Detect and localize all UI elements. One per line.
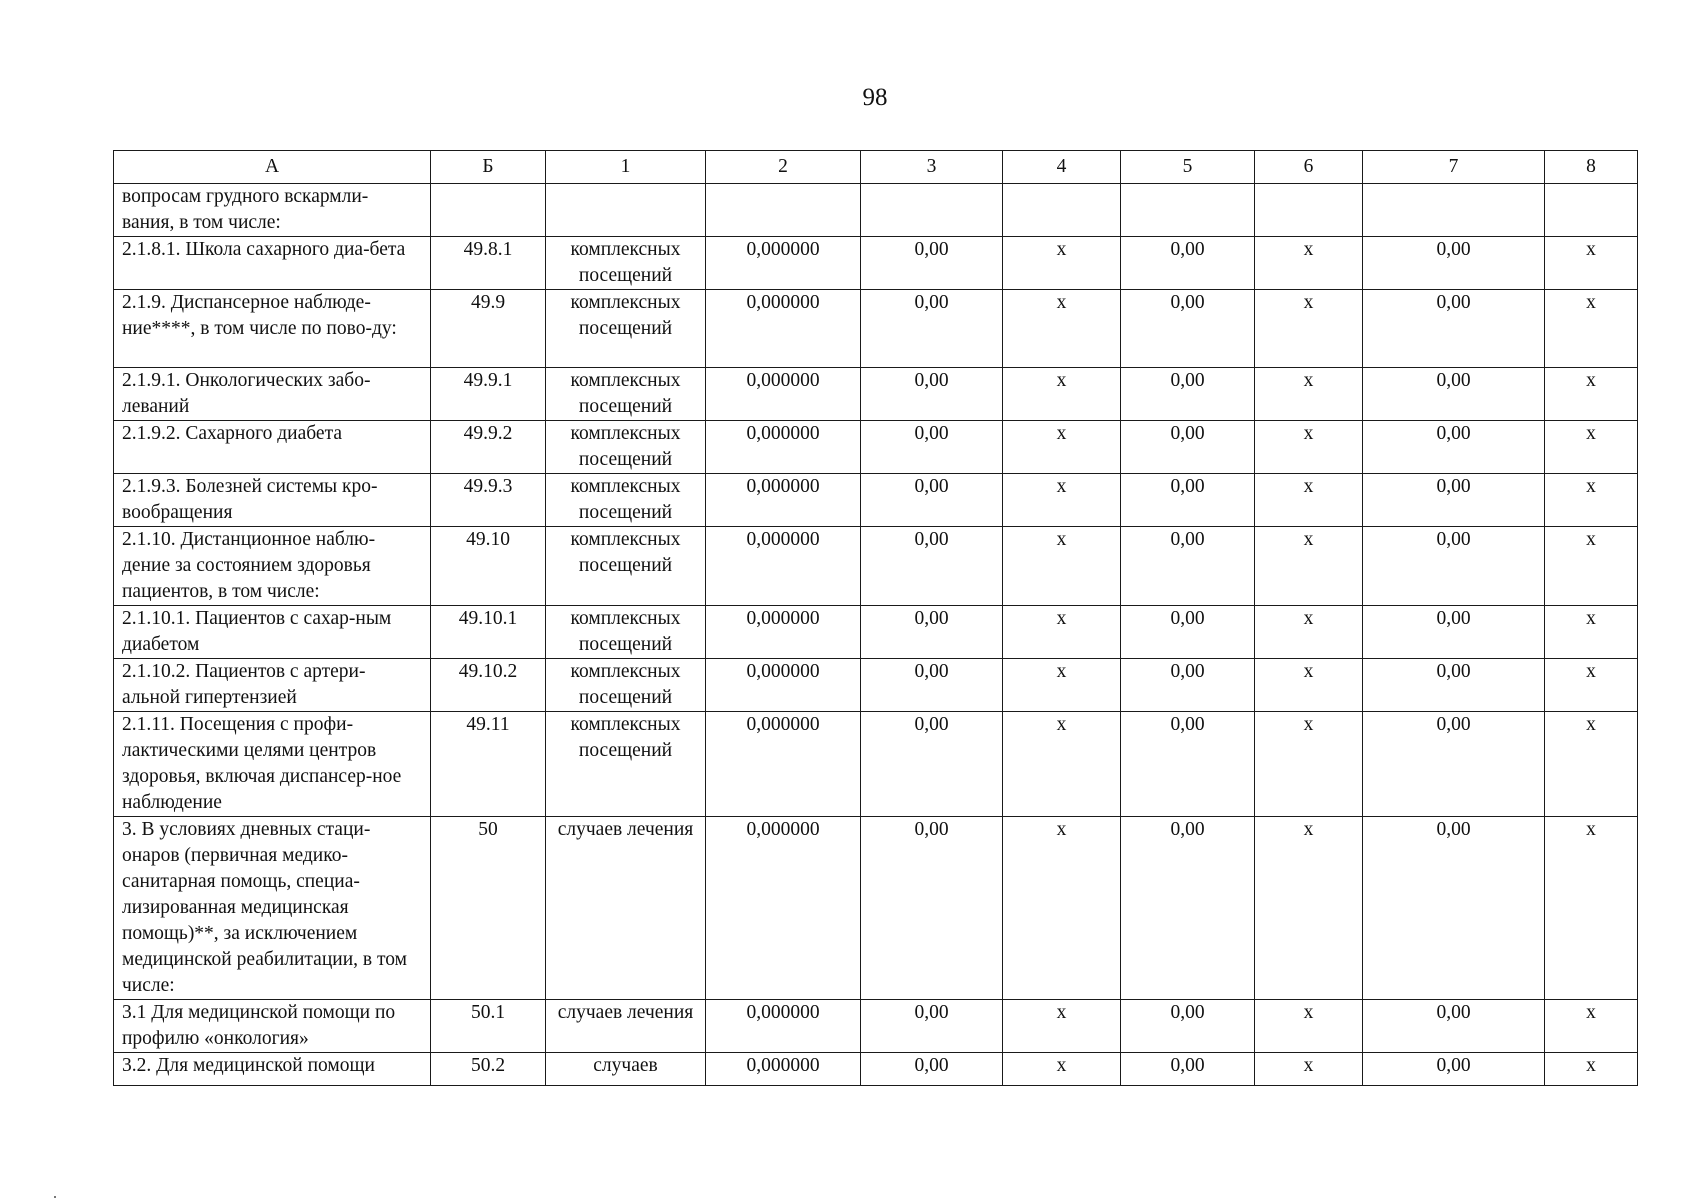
row-col5-cell: 0,00 (1121, 659, 1255, 712)
row-col4-cell: х (1003, 659, 1121, 712)
row-code-cell: 49.10.2 (431, 659, 546, 712)
column-header: 5 (1121, 151, 1255, 184)
row-unit-cell: комплексных посещений (546, 290, 706, 368)
row-code-cell: 49.9 (431, 290, 546, 368)
row-col3-cell: 0,00 (861, 421, 1003, 474)
row-code-cell: 49.9.3 (431, 474, 546, 527)
row-col3-cell (861, 184, 1003, 237)
row-col7-cell: 0,00 (1363, 527, 1545, 606)
column-header: Б (431, 151, 546, 184)
row-col6-cell: х (1255, 712, 1363, 817)
row-col6-cell: х (1255, 527, 1363, 606)
column-header: 2 (706, 151, 861, 184)
row-col3-cell: 0,00 (861, 474, 1003, 527)
row-col6-cell: х (1255, 659, 1363, 712)
table-row (114, 237, 1638, 290)
row-col6-cell: х (1255, 290, 1363, 368)
row-col8-cell (1545, 184, 1638, 237)
row-col3-cell: 0,00 (861, 659, 1003, 712)
row-col5-cell (1121, 184, 1255, 237)
table-body (114, 184, 1638, 1086)
row-col2-cell: 0,000000 (706, 237, 861, 290)
row-code-cell: 50.1 (431, 1000, 546, 1053)
row-col8-cell: х (1545, 712, 1638, 817)
row-col7-cell (1363, 184, 1545, 237)
row-col7-cell: 0,00 (1363, 1053, 1545, 1086)
row-col5-cell: 0,00 (1121, 474, 1255, 527)
row-col5-cell: 0,00 (1121, 1000, 1255, 1053)
row-code-cell: 49.11 (431, 712, 546, 817)
row-name-cell: вопросам грудного вскармли-вания, в том числе: (114, 184, 431, 237)
row-col8-cell: х (1545, 1053, 1638, 1086)
row-col2-cell: 0,000000 (706, 712, 861, 817)
row-col7-cell: 0,00 (1363, 421, 1545, 474)
row-col4-cell: х (1003, 421, 1121, 474)
row-unit-cell: комплексных посещений (546, 368, 706, 421)
row-unit-cell: случаев (546, 1053, 706, 1086)
row-name-cell: 2.1.10.1. Пациентов с сахар-ным диабетом (114, 606, 431, 659)
row-code-cell (431, 184, 546, 237)
column-header: 4 (1003, 151, 1121, 184)
row-col5-cell: 0,00 (1121, 421, 1255, 474)
table-header-row (114, 151, 1638, 184)
row-name-cell: 2.1.10.2. Пациентов с артери-альной гипертензией (114, 659, 431, 712)
row-name-cell: 2.1.9.3. Болезней системы кро-вообращения (114, 474, 431, 527)
row-col8-cell: х (1545, 659, 1638, 712)
row-col2-cell: 0,000000 (706, 421, 861, 474)
row-unit-cell: комплексных посещений (546, 606, 706, 659)
row-col5-cell: 0,00 (1121, 1053, 1255, 1086)
table-row (114, 474, 1638, 527)
row-unit-cell: комплексных посещений (546, 421, 706, 474)
row-name-cell: 2.1.9.2. Сахарного диабета (114, 421, 431, 474)
row-unit-cell: случаев лечения (546, 1000, 706, 1053)
row-code-cell: 49.9.2 (431, 421, 546, 474)
row-col6-cell: х (1255, 817, 1363, 1000)
row-col2-cell: 0,000000 (706, 474, 861, 527)
row-col8-cell: х (1545, 290, 1638, 368)
row-unit-cell: комплексных посещений (546, 474, 706, 527)
row-col2-cell: 0,000000 (706, 368, 861, 421)
row-col7-cell: 0,00 (1363, 368, 1545, 421)
row-col5-cell: 0,00 (1121, 527, 1255, 606)
row-col7-cell: 0,00 (1363, 606, 1545, 659)
table-row (114, 527, 1638, 606)
row-col4-cell: х (1003, 1000, 1121, 1053)
row-unit-cell: комплексных посещений (546, 659, 706, 712)
column-header: 7 (1363, 151, 1545, 184)
row-col3-cell: 0,00 (861, 290, 1003, 368)
row-col3-cell: 0,00 (861, 606, 1003, 659)
row-name-cell: 3. В условиях дневных стаци-онаров (первичная медико-санитарная помощь, специа-лизированная медицинская помощь)**, за исключением медицинской реабилитации, в том числе: (114, 817, 431, 1000)
row-col7-cell: 0,00 (1363, 1000, 1545, 1053)
row-col5-cell: 0,00 (1121, 368, 1255, 421)
row-name-cell: 2.1.11. Посещения с профи-лактическими целями центров здоровья, включая диспансер-ное наблюдение (114, 712, 431, 817)
row-col2-cell: 0,000000 (706, 527, 861, 606)
row-col4-cell: х (1003, 606, 1121, 659)
table-row (114, 659, 1638, 712)
row-unit-cell: случаев лечения (546, 817, 706, 1000)
row-col8-cell: х (1545, 474, 1638, 527)
row-col3-cell: 0,00 (861, 237, 1003, 290)
row-col8-cell: х (1545, 1000, 1638, 1053)
row-col6-cell: х (1255, 368, 1363, 421)
row-col8-cell: х (1545, 421, 1638, 474)
row-col4-cell (1003, 184, 1121, 237)
row-col7-cell: 0,00 (1363, 817, 1545, 1000)
row-col8-cell: х (1545, 237, 1638, 290)
row-name-cell: 3.2. Для медицинской помощи (114, 1053, 431, 1086)
row-col5-cell: 0,00 (1121, 817, 1255, 1000)
row-code-cell: 49.10 (431, 527, 546, 606)
row-col7-cell: 0,00 (1363, 659, 1545, 712)
column-header: 8 (1545, 151, 1638, 184)
row-col4-cell: х (1003, 817, 1121, 1000)
row-code-cell: 49.8.1 (431, 237, 546, 290)
row-col5-cell: 0,00 (1121, 290, 1255, 368)
page-number: 98 (862, 84, 888, 111)
row-col4-cell: х (1003, 712, 1121, 817)
row-unit-cell: комплексных посещений (546, 712, 706, 817)
table-row (114, 712, 1638, 817)
row-name-cell: 3.1 Для медицинской помощи по профилю «онкология» (114, 1000, 431, 1053)
table-row (114, 184, 1638, 237)
row-col6-cell: х (1255, 606, 1363, 659)
row-col2-cell: 0,000000 (706, 290, 861, 368)
row-col3-cell: 0,00 (861, 1000, 1003, 1053)
row-name-cell: 2.1.9. Диспансерное наблюде-ние****, в том числе по пово-ду: (114, 290, 431, 368)
row-col6-cell: х (1255, 1000, 1363, 1053)
data-table (113, 150, 1638, 1086)
row-col2-cell: 0,000000 (706, 659, 861, 712)
row-col5-cell: 0,00 (1121, 712, 1255, 817)
row-col7-cell: 0,00 (1363, 712, 1545, 817)
row-col4-cell: х (1003, 290, 1121, 368)
row-col3-cell: 0,00 (861, 368, 1003, 421)
table-row (114, 290, 1638, 368)
row-col2-cell: 0,000000 (706, 1000, 861, 1053)
row-col5-cell: 0,00 (1121, 237, 1255, 290)
row-col4-cell: х (1003, 474, 1121, 527)
row-col7-cell: 0,00 (1363, 237, 1545, 290)
table-row (114, 817, 1638, 1000)
row-unit-cell: комплексных посещений (546, 237, 706, 290)
row-col2-cell: 0,000000 (706, 817, 861, 1000)
scan-speck (54, 1196, 56, 1198)
table-row (114, 1000, 1638, 1053)
row-unit-cell (546, 184, 706, 237)
row-col8-cell: х (1545, 527, 1638, 606)
row-col4-cell: х (1003, 368, 1121, 421)
table-row (114, 606, 1638, 659)
row-name-cell: 2.1.8.1. Школа сахарного диа-бета (114, 237, 431, 290)
row-code-cell: 49.9.1 (431, 368, 546, 421)
row-code-cell: 50 (431, 817, 546, 1000)
row-col6-cell: х (1255, 1053, 1363, 1086)
row-col6-cell: х (1255, 237, 1363, 290)
row-col8-cell: х (1545, 368, 1638, 421)
row-col6-cell (1255, 184, 1363, 237)
row-name-cell: 2.1.9.1. Онкологических забо-леваний (114, 368, 431, 421)
column-header: 1 (546, 151, 706, 184)
row-col2-cell (706, 184, 861, 237)
row-col3-cell: 0,00 (861, 817, 1003, 1000)
row-col6-cell: х (1255, 474, 1363, 527)
row-unit-cell: комплексных посещений (546, 527, 706, 606)
row-col2-cell: 0,000000 (706, 606, 861, 659)
row-col4-cell: х (1003, 1053, 1121, 1086)
row-col7-cell: 0,00 (1363, 290, 1545, 368)
row-col3-cell: 0,00 (861, 1053, 1003, 1086)
row-col8-cell: х (1545, 606, 1638, 659)
table-row (114, 368, 1638, 421)
row-col3-cell: 0,00 (861, 527, 1003, 606)
row-code-cell: 50.2 (431, 1053, 546, 1086)
column-header: 3 (861, 151, 1003, 184)
row-col7-cell: 0,00 (1363, 474, 1545, 527)
row-name-cell: 2.1.10. Дистанционное наблю-дение за состоянием здоровья пациентов, в том числе: (114, 527, 431, 606)
column-header: А (114, 151, 431, 184)
row-col6-cell: х (1255, 421, 1363, 474)
row-col5-cell: 0,00 (1121, 606, 1255, 659)
row-col2-cell: 0,000000 (706, 1053, 861, 1086)
row-col3-cell: 0,00 (861, 712, 1003, 817)
row-code-cell: 49.10.1 (431, 606, 546, 659)
row-col8-cell: х (1545, 817, 1638, 1000)
table-row (114, 421, 1638, 474)
row-col4-cell: х (1003, 237, 1121, 290)
row-col4-cell: х (1003, 527, 1121, 606)
column-header: 6 (1255, 151, 1363, 184)
table-row (114, 1053, 1638, 1086)
